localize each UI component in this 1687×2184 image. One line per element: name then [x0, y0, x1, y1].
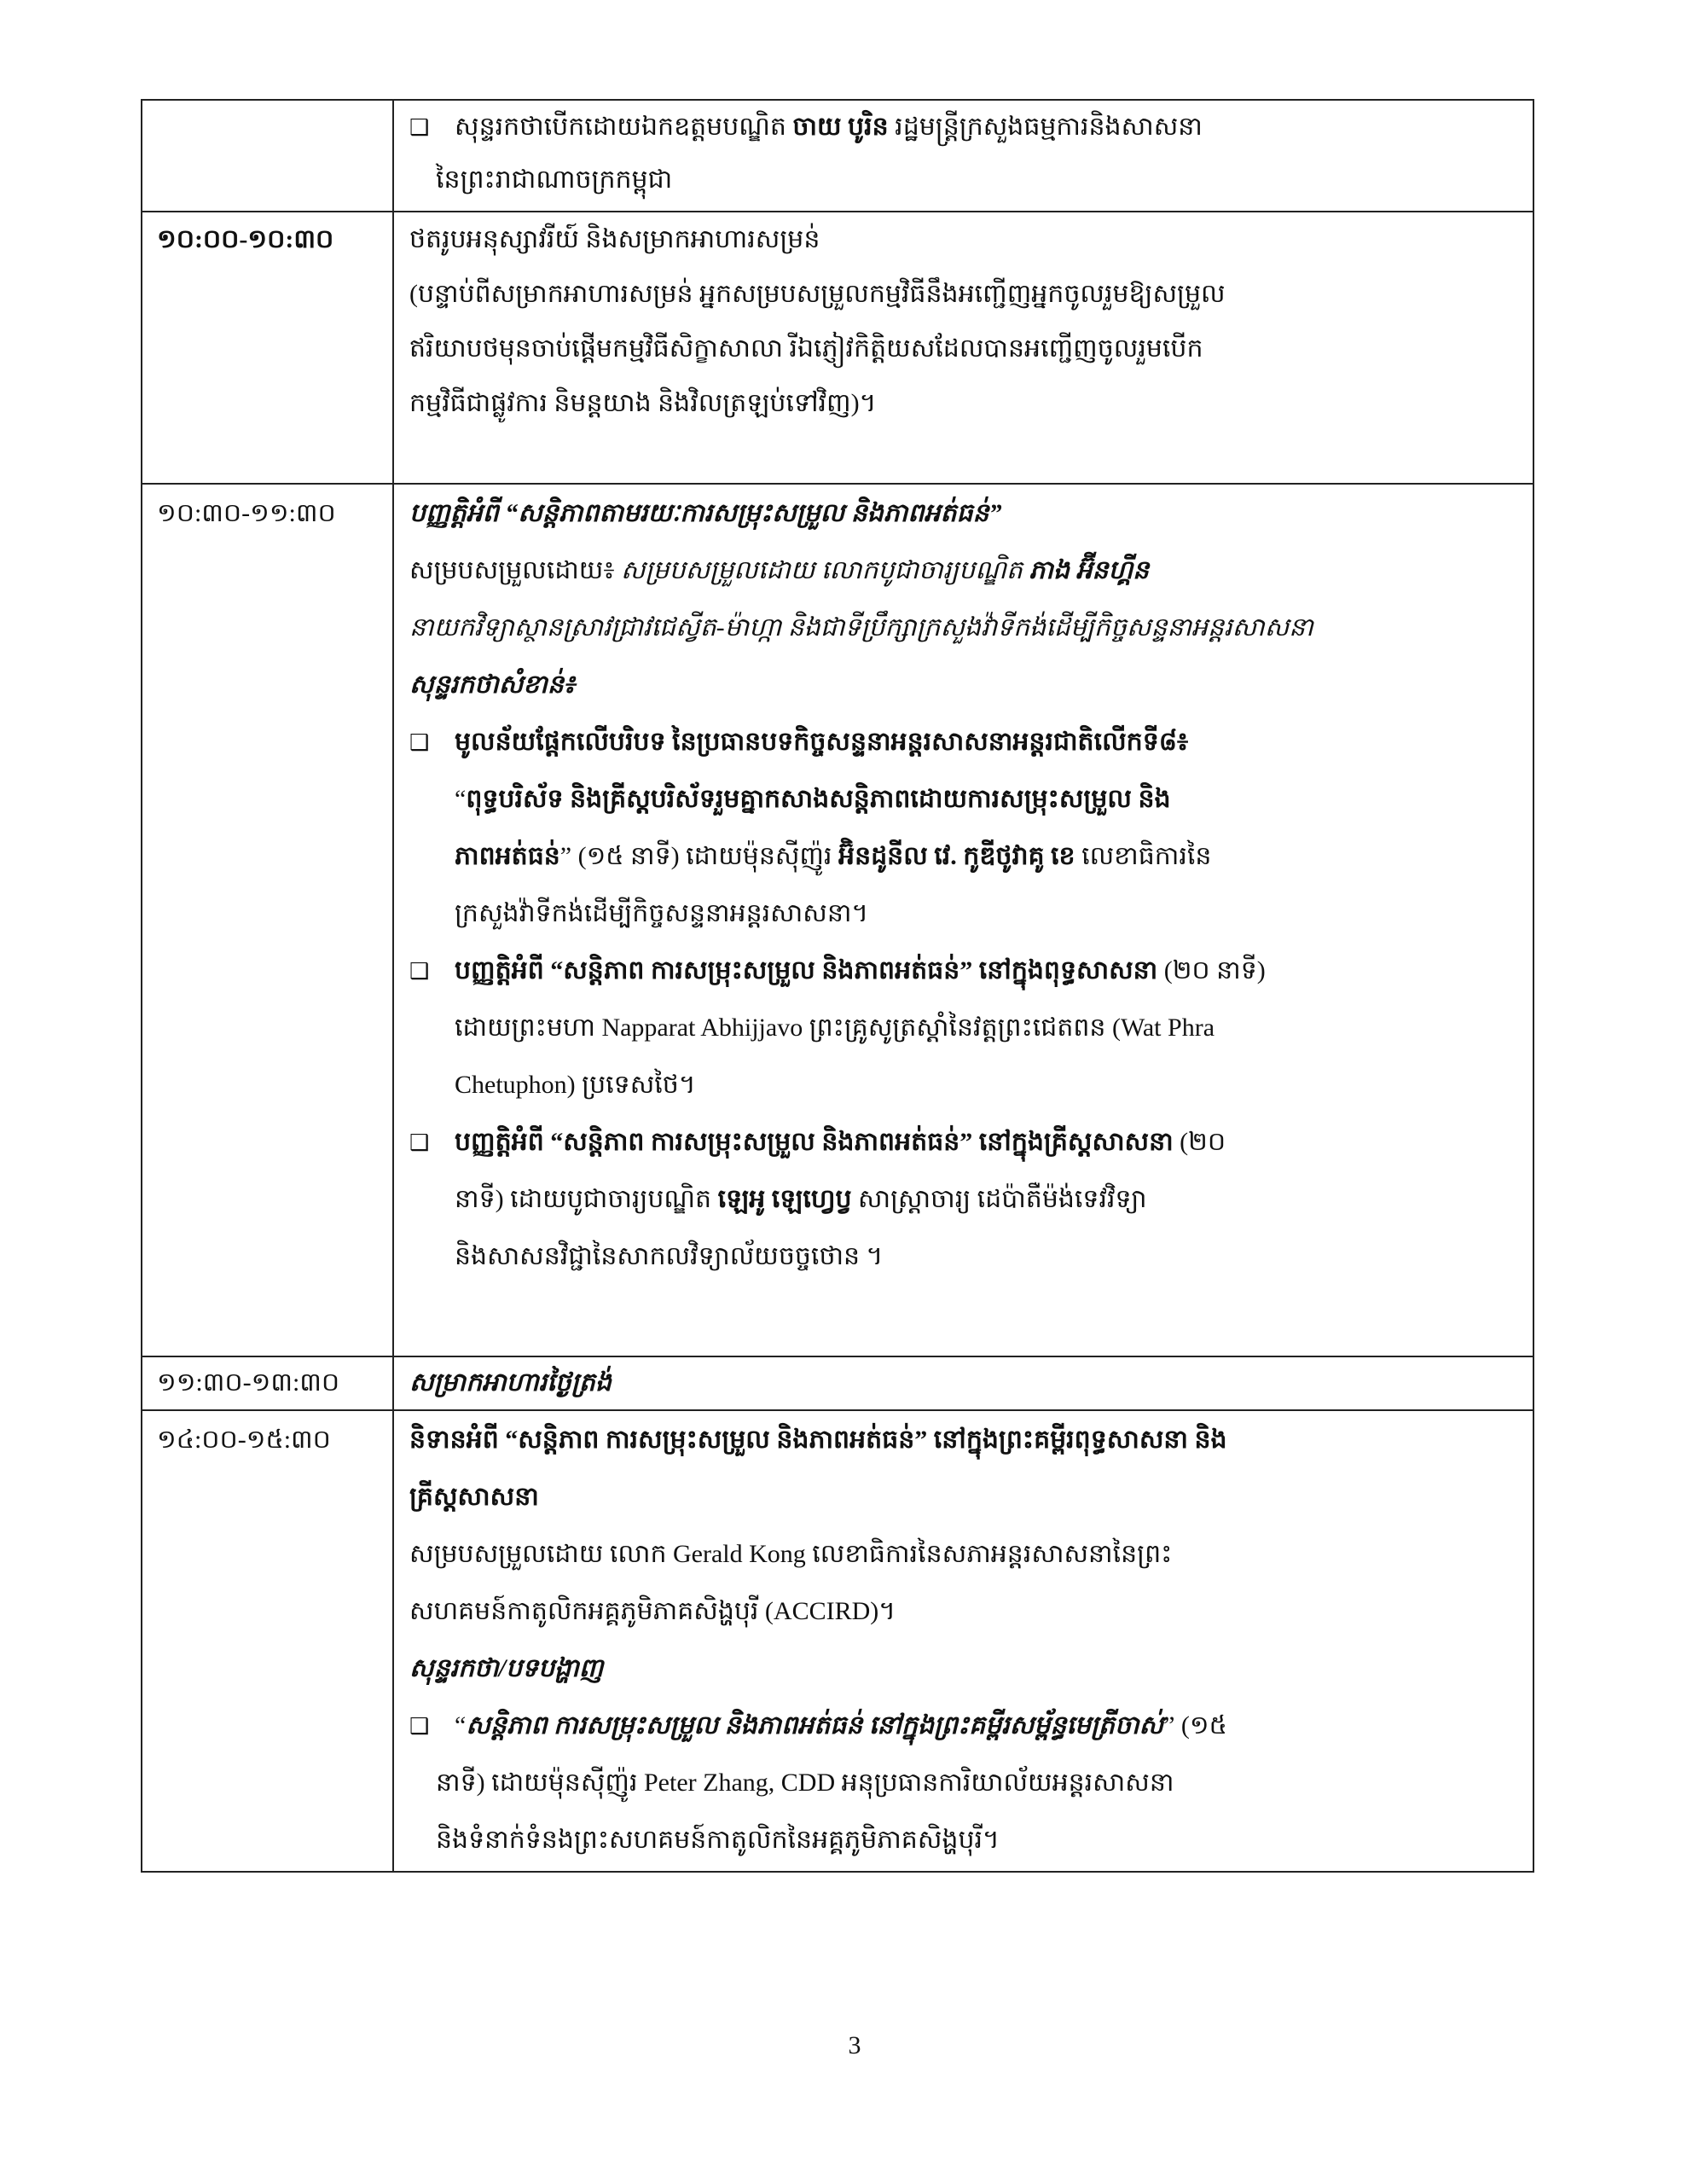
time-slot: ១១:៣០-១៣:៣០	[157, 1368, 340, 1397]
time-slot: ១០:០០-១០:៣០	[157, 225, 334, 253]
agenda-line	[409, 376, 1533, 431]
agenda-line	[409, 1113, 1533, 1170]
agenda-line	[409, 542, 1533, 599]
time-slot	[157, 101, 392, 154]
session-title: សម្រាកអាហារថ្ងៃត្រង់	[409, 1368, 612, 1397]
time-cell	[142, 485, 394, 1357]
agenda-line	[409, 485, 1533, 542]
line-text: សាស្ត្រាចារ្យ ដេប៉ាតឺម៉ង់ទេវវិទ្យា	[851, 1185, 1147, 1213]
moderator-name: ភាង អ៊ីនហ្គីន	[1029, 556, 1150, 584]
speaker-name: អ៊ិនដូនីល វេ. កូឌីថូវាគូ ខេ	[838, 842, 1075, 870]
session-title: និទានអំពី “សន្តិភាព ការសម្រុះសម្រួល និងភាពអត់ធន់” នៅក្នុងព្រះគម្ពីរពុទ្ធសាសនា និង	[409, 1426, 1227, 1454]
agenda-line	[409, 1525, 1533, 1583]
talk-title: ពុទ្ធបរិស័ទ និងគ្រីស្តបរិស័ទរួមគ្នាកសាងសន្តិភាពដោយការសម្រុះសម្រួល និង	[466, 785, 1171, 813]
line-text: កម្មវិធីជាផ្លូវការ និមន្តយាង និងវិលត្រឡប់ទៅវិញ)។	[409, 389, 877, 417]
agenda-line	[409, 1811, 1533, 1868]
agenda-line	[409, 999, 1533, 1056]
line-text: ” (១៥ នាទី) ដោយម៉ុនស៊ីញ៉ូរ	[559, 842, 839, 870]
agenda-line	[409, 770, 1533, 828]
agenda-line	[409, 267, 1533, 322]
time-slot: ១៤:០០-១៥:៣០	[157, 1426, 331, 1454]
agenda-line	[409, 599, 1533, 656]
line-text: នាទី) ដោយម៉ុនស៊ីញ៉ូរ Peter Zhang, CDD អនុប្រធានការិយាល័យអន្តរសាសនា	[436, 1769, 1174, 1797]
talk-title: សន្តិភាព ការសម្រុះសម្រួល និងភាពអត់ធន់ នៅក្នុងព្រះគម្ពីរសម្ព័ន្ធមេត្រីចាស់	[466, 1711, 1164, 1740]
content-cell	[394, 1357, 1534, 1411]
agenda-line	[409, 1754, 1533, 1811]
agenda-line	[409, 1170, 1533, 1228]
line-text: ដោយព្រះមហា Napparat Abhijjavo ព្រះគ្រូសូត្រស្តាំនៃវត្តព្រះជេតពន (Wat Phra	[455, 1014, 1215, 1042]
square-bullet-icon: ❑	[409, 1714, 430, 1740]
line-text: ” (១៥	[1163, 1711, 1227, 1740]
line-text: ក្រសួងវ៉ាទីកង់ដើម្បីកិច្ចសន្ទនាអន្តរសាសនា។	[455, 899, 869, 927]
content-cell	[394, 1411, 1534, 1873]
line-text: និងសាសនវិជ្ជានៃសាកលវិទ្យាល័យចច្ចថោន ។	[455, 1242, 884, 1270]
line-text: លេខាធិការនៃ	[1075, 842, 1212, 870]
page-number: 3	[848, 2031, 861, 2059]
agenda-line	[409, 322, 1533, 376]
content-cell	[394, 212, 1534, 485]
talk-title: ភាពអត់ធន់	[455, 842, 560, 870]
line-text: (២០ នាទី)	[1157, 956, 1266, 985]
speaker-name: ចាយ បូរិន	[792, 113, 889, 141]
line-text: “	[455, 785, 467, 813]
agenda-line	[409, 885, 1533, 942]
square-bullet-icon: ❑	[409, 730, 430, 756]
line-text: (បន្ទាប់ពីសម្រាកអាហារសម្រន់ អ្នកសម្របសម្រួលកម្មវិធីនឹងអញ្ជើញអ្នកចូលរួមឱ្យសម្រួល	[409, 280, 1226, 308]
line-text: សម្របសម្រួលដោយ៖	[409, 556, 622, 584]
agenda-line	[409, 1583, 1533, 1640]
agenda-line	[409, 154, 1533, 206]
session-title: គ្រីស្តសាសនា	[409, 1483, 539, 1511]
time-cell	[142, 1357, 394, 1411]
line-text: នៃព្រះរាជាណាចក្រកម្ពុជា	[436, 166, 673, 194]
moderator-title: នាយកវិទ្យាស្ថានស្រាវជ្រាវជេស្វីត-ម៉ាហ្កា និងជាទីប្រឹក្សាក្រសួងវ៉ាទីកង់ដើម្បីកិច្ចសន្ទនាអន្តរសាសនា	[409, 613, 1313, 642]
line-text: សម្របសម្រួលដោយ លោក Gerald Kong លេខាធិការនៃសភាអន្តរសាសនានៃព្រះ	[409, 1540, 1173, 1568]
time-cell	[142, 212, 394, 485]
square-bullet-icon: ❑	[409, 1130, 430, 1156]
talk-title: មូលន័យផ្តែកលើបរិបទ នៃប្រធានបទកិច្ចសន្ទនាអន្តរសាសនាអន្តរជាតិលើកទី៨៖	[455, 728, 1189, 756]
agenda-line	[409, 1357, 1533, 1409]
talk-title: បញ្ញត្តិអំពី “សន្តិភាព ការសម្រុះសម្រួល និងភាពអត់ធន់” នៅក្នុងពុទ្ធសាសនា	[455, 956, 1158, 985]
session-title: បញ្ញត្តិអំពី “សន្តិភាពតាមរយៈការសម្រុះសម្រួល និងភាពអត់ធន់”	[409, 499, 1002, 527]
content-cell	[394, 101, 1534, 212]
agenda-table	[141, 99, 1534, 1873]
line-text: រដ្ឋមន្ត្រីក្រសួងធម្មការនិងសាសនា	[888, 113, 1203, 141]
agenda-line	[409, 1411, 1533, 1468]
agenda-line	[409, 828, 1533, 885]
line-text: នាទី) ដោយបូជាចារ្យបណ្ឌិត	[455, 1185, 718, 1213]
line-text: Chetuphon) ប្រទេសថៃ។	[455, 1071, 696, 1099]
line-text: “	[455, 1711, 467, 1740]
agenda-line	[409, 1640, 1533, 1697]
line-text: (២០	[1173, 1128, 1226, 1156]
agenda-line	[409, 942, 1533, 999]
section-heading: សុន្ទរកថា/បទបង្ហាញ	[409, 1654, 604, 1682]
section-heading: សុន្ទរកថាសំខាន់៖	[409, 671, 576, 699]
square-bullet-icon: ❑	[409, 115, 430, 141]
line-text: សហគមន៍កាតូលិកអគ្គភូមិភាគសិង្ហបុរី (ACCIRD)។	[409, 1597, 896, 1625]
agenda-line	[409, 713, 1533, 770]
time-cell	[142, 1411, 394, 1873]
agenda-line	[409, 1468, 1533, 1525]
time-cell	[142, 101, 394, 212]
agenda-line	[409, 1697, 1533, 1754]
speaker-name: ឡេអូ ឡេហ្វេប្វ	[717, 1185, 852, 1213]
line-text: ឥរិយាបថមុនចាប់ផ្តើមកម្មវិធីសិក្ខាសាលា រីឯភ្ញៀវកិត្តិយសដែលបានអញ្ជើញចូលរួមបើក	[409, 334, 1203, 363]
agenda-line	[409, 656, 1533, 713]
session-title: ថតរូបអនុស្សាវរីយ៍ និងសម្រាកអាហារសម្រន់	[409, 225, 820, 253]
time-slot: ១០:៣០-១១:៣០	[157, 499, 336, 527]
agenda-line	[409, 101, 1533, 154]
agenda-line	[409, 1228, 1533, 1285]
square-bullet-icon: ❑	[409, 959, 430, 985]
agenda-line	[409, 1056, 1533, 1113]
agenda-line	[409, 212, 1533, 267]
talk-title: បញ្ញត្តិអំពី “សន្តិភាព ការសម្រុះសម្រួល និងភាពអត់ធន់” នៅក្នុងគ្រីស្តសាសនា	[455, 1128, 1174, 1156]
line-text: សម្របសម្រួលដោយ លោកបូជាចារ្យបណ្ឌិត	[621, 556, 1029, 584]
line-text: សុន្ទរកថាបើកដោយឯកឧត្តមបណ្ឌិត	[455, 113, 793, 141]
content-cell	[394, 485, 1534, 1357]
line-text: និងទំនាក់ទំនងព្រះសហគមន៍កាតូលិកនៃអគ្គភូមិភាគសិង្ហបុរី។	[436, 1826, 1000, 1854]
